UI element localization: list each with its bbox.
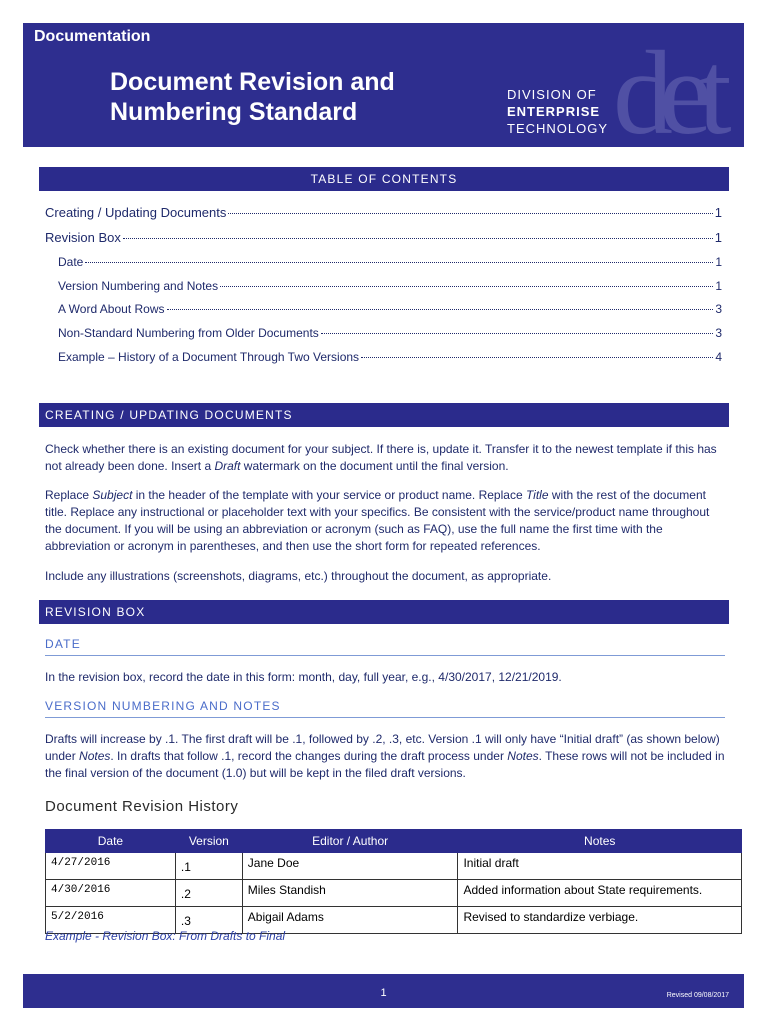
toc-entry-label: Date	[58, 255, 84, 269]
version-paragraph: Drafts will increase by .1. The first draft will be .1, followed by .2, .3, etc. Version .1 will only have “Initial draft” (as shown below) under Notes. In drafts that follow .1, record the changes during the draft process under Notes. These rows will not be included in the final version of the document (1.0) but will be kept in the filed draft versions.	[45, 732, 725, 780]
det-logo-mark: det	[613, 26, 718, 147]
toc-entry-page: 1	[715, 255, 722, 269]
cell-editor: Abigail Adams	[242, 907, 458, 934]
toc-entry-label: Version Numbering and Notes	[58, 279, 219, 293]
creating-paragraph-2: Replace Subject in the header of the template with your service or product name. Replace Title with the rest of the document title. Replace any instructional or placeholder text with your specifics. Be consistent with the service/product name throughout the document. If you will be using an abbreviation or acronym (such as FAQ), use the full name the first time with the abbreviation or acronym in parentheses, and then use the short form for repeated references.	[45, 488, 710, 553]
cell-version: .1	[175, 853, 242, 880]
page-number: 1	[380, 987, 387, 999]
cell-date: 4/27/2016	[46, 853, 176, 880]
title-line-1: Document Revision and	[110, 68, 395, 96]
creating-paragraph-1: Check whether there is an existing document for your subject. If there is, update it. Transfer it to the newest template if this has not already been done. Insert a Draft watermark on the document until the final version.	[45, 442, 717, 473]
cell-notes: Initial draft	[458, 853, 742, 880]
revision-history-table	[45, 829, 742, 934]
column-header: Date	[46, 830, 176, 853]
cell-notes: Added information about State requirements.	[458, 880, 742, 907]
toc-entry[interactable]	[45, 230, 722, 245]
page-title	[110, 67, 395, 127]
toc-entry-page: 3	[715, 302, 722, 316]
toc-entry-label: Example – History of a Document Through Two Versions	[58, 350, 360, 364]
table-header-row	[46, 830, 742, 853]
cell-date: 5/2/2016	[46, 907, 176, 934]
toc-entry[interactable]	[58, 326, 722, 340]
toc-entry-page: 4	[715, 350, 722, 364]
table-row	[46, 880, 742, 907]
date-paragraph: In the revision box, record the date in this form: month, day, full year, e.g., 4/30/2017, 12/21/2019.	[45, 670, 562, 684]
toc-entry[interactable]	[45, 205, 722, 220]
date-subheading: DATE	[45, 637, 725, 656]
creating-paragraph-3: Include any illustrations (screenshots, diagrams, etc.) throughout the document, as appropriate.	[45, 569, 552, 583]
toc-entry-label: Creating / Updating Documents	[45, 205, 227, 220]
toc-entry[interactable]	[58, 255, 722, 269]
toc-heading: TABLE OF CONTENTS	[39, 167, 729, 191]
toc-entry-page: 1	[715, 279, 722, 293]
column-header: Notes	[458, 830, 742, 853]
toc-entry[interactable]	[58, 279, 722, 293]
logo-line-3: TECHNOLOGY	[507, 121, 609, 136]
revised-date: Revised 09/08/2017	[666, 992, 729, 999]
toc-entry-label: Non-Standard Numbering from Older Documents	[58, 326, 319, 340]
table-row	[46, 853, 742, 880]
cell-date: 4/30/2016	[46, 880, 176, 907]
toc-entry-page: 1	[714, 230, 722, 245]
column-header: Version	[175, 830, 242, 853]
version-subheading: VERSION NUMBERING AND NOTES	[45, 699, 725, 718]
cell-editor: Jane Doe	[242, 853, 458, 880]
toc-entry-page: 1	[714, 205, 722, 220]
toc-entry-label: A Word About Rows	[58, 302, 165, 316]
section-label: Documentation	[34, 28, 151, 45]
division-logo	[507, 86, 608, 137]
revision-box-heading: REVISION BOX	[39, 600, 729, 624]
title-line-2: Numbering Standard	[110, 98, 358, 126]
toc-entry[interactable]	[58, 350, 722, 364]
cell-editor: Miles Standish	[242, 880, 458, 907]
revision-history-title: Document Revision History	[45, 798, 239, 815]
column-header: Editor / Author	[242, 830, 458, 853]
creating-heading: CREATING / UPDATING DOCUMENTS	[39, 403, 729, 427]
toc-entry[interactable]	[58, 302, 722, 316]
cell-notes: Revised to standardize verbiage.	[458, 907, 742, 934]
cell-version: .3	[175, 907, 242, 934]
page-header	[23, 23, 744, 147]
page-footer	[23, 974, 744, 1008]
toc-entry-label: Revision Box	[45, 230, 121, 245]
cell-version: .2	[175, 880, 242, 907]
logo-line-2: ENTERPRISE	[507, 104, 601, 119]
table-caption: Example - Revision Box: From Drafts to Final	[45, 929, 286, 943]
toc-entry-page: 3	[715, 326, 722, 340]
logo-line-1: DIVISION OF	[507, 87, 597, 102]
